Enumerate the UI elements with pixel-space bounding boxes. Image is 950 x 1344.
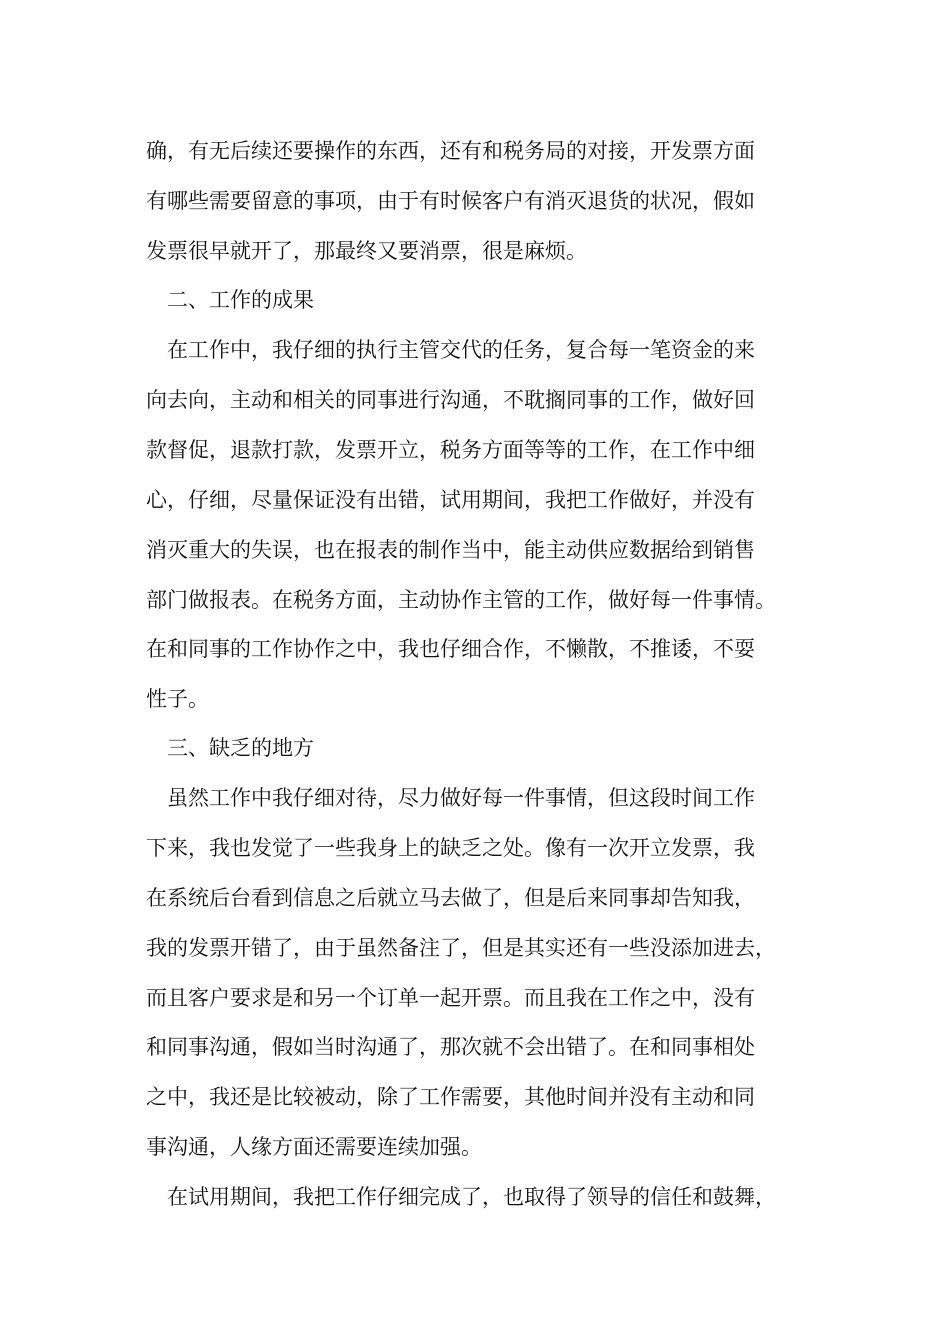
text-line: 性子。 bbox=[146, 687, 209, 711]
text-line: 我的发票开错了，由于虽然备注了，但是其实还有一些没添加进去， bbox=[146, 936, 776, 960]
text-line: 虽然工作中我仔细对待，尽力做好每一件事情，但这段时间工作 bbox=[167, 786, 755, 810]
text-line: 发票很早就开了，那最终又要消票，很是麻烦。 bbox=[146, 239, 587, 263]
section-heading: 二、工作的成果 bbox=[167, 288, 314, 312]
text-line: 和同事沟通，假如当时沟通了，那次就不会出错了。在和同事相处 bbox=[146, 1035, 755, 1059]
text-line: 部门做报表。在税务方面，主动协作主管的工作，做好每一件事情。 bbox=[146, 588, 776, 612]
text-line: 在试用期间，我把工作仔细完成了，也取得了领导的信任和鼓舞， bbox=[167, 1185, 776, 1209]
text-line: 心，仔细，尽量保证没有出错，试用期间，我把工作做好，并没有 bbox=[146, 488, 755, 512]
text-line: 在系统后台看到信息之后就立马去做了，但是后来同事却告知我， bbox=[146, 886, 755, 910]
text-line: 下来，我也发觉了一些我身上的缺乏之处。像有一次开立发票，我 bbox=[146, 836, 755, 860]
section-heading: 三、缺乏的地方 bbox=[167, 736, 314, 760]
text-line: 向去向，主动和相关的同事进行沟通，不耽搁同事的工作，做好回 bbox=[146, 388, 755, 412]
text-line: 事沟通，人缘方面还需要连续加强。 bbox=[146, 1135, 482, 1159]
text-line: 确，有无后续还要操作的东西，还有和税务局的对接，开发票方面 bbox=[146, 139, 755, 163]
text-line: 而且客户要求是和另一个订单一起开票。而且我在工作之中，没有 bbox=[146, 986, 755, 1010]
text-line: 之中，我还是比较被动，除了工作需要，其他时间并没有主动和同 bbox=[146, 1085, 755, 1109]
text-line: 在和同事的工作协作之中，我也仔细合作，不懒散，不推诿，不耍 bbox=[146, 637, 755, 661]
text-line: 在工作中，我仔细的执行主管交代的任务，复合每一笔资金的来 bbox=[167, 338, 755, 362]
text-line: 消灭重大的失误，也在报表的制作当中，能主动供应数据给到销售 bbox=[146, 538, 755, 562]
text-line: 有哪些需要留意的事项，由于有时候客户有消灭退货的状况，假如 bbox=[146, 189, 755, 213]
text-line: 款督促，退款打款，发票开立，税务方面等等的工作，在工作中细 bbox=[146, 438, 755, 462]
